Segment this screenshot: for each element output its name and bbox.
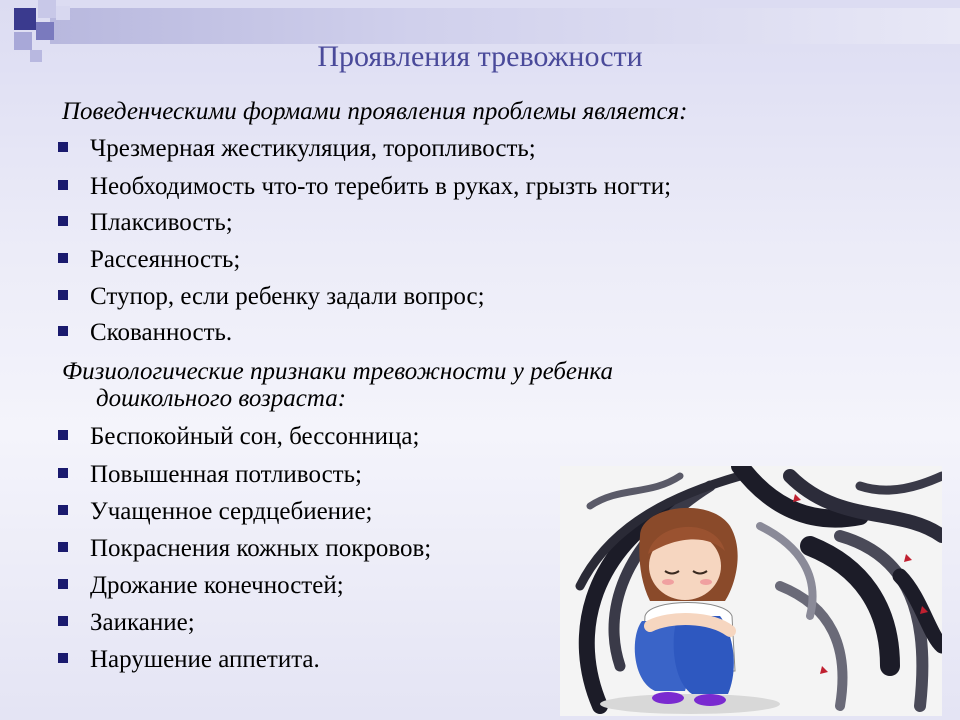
slide-title: Проявления тревожности <box>317 40 643 73</box>
bullet-square-icon <box>58 180 68 190</box>
bullet-square-icon <box>58 653 68 663</box>
decorative-square <box>36 22 54 40</box>
decorative-square <box>38 0 56 18</box>
bullet-square-icon <box>58 253 68 263</box>
list-item: Беспокойный сон, бессонница; <box>58 422 419 452</box>
list-item: Ступор, если ребенку задали вопрос; <box>58 282 485 312</box>
list-item: Плаксивость; <box>58 208 233 238</box>
bullet-square-icon <box>58 468 68 478</box>
bullet-square-icon <box>58 290 68 300</box>
list-item: Рассеянность; <box>58 245 240 275</box>
list-item: Заикание; <box>58 608 195 638</box>
bullet-square-icon <box>58 326 68 336</box>
bullet-square-icon <box>58 430 68 440</box>
list-item: Учащенное сердцебиение; <box>58 497 372 527</box>
physiological-heading: Физиологические признаки тревожности у ребенка дошкольного возраста: <box>62 358 613 412</box>
decorative-square <box>14 8 36 30</box>
behavioral-heading: Поведенческими формами проявления проблемы является: <box>62 98 688 125</box>
bullet-square-icon <box>58 579 68 589</box>
list-item: Покраснения кожных покровов; <box>58 534 431 564</box>
list-item: Повышенная потливость; <box>58 460 362 490</box>
decorative-square <box>56 6 70 20</box>
list-item: Необходимость что-то теребить в руках, грызть ногти; <box>58 172 671 202</box>
bullet-square-icon <box>58 505 68 515</box>
decorative-header-bar <box>50 8 960 44</box>
bullet-square-icon <box>58 616 68 626</box>
list-item: Чрезмерная жестикуляция, торопливость; <box>58 134 536 164</box>
list-item: Дрожание конечностей; <box>58 571 344 601</box>
bullet-square-icon <box>58 142 68 152</box>
bullet-square-icon <box>58 542 68 552</box>
list-item: Скованность. <box>58 318 232 348</box>
list-item: Нарушение аппетита. <box>58 645 320 675</box>
bullet-square-icon <box>58 216 68 226</box>
anxious-child-illustration <box>560 466 942 716</box>
anxious-child-drawing <box>560 466 942 716</box>
